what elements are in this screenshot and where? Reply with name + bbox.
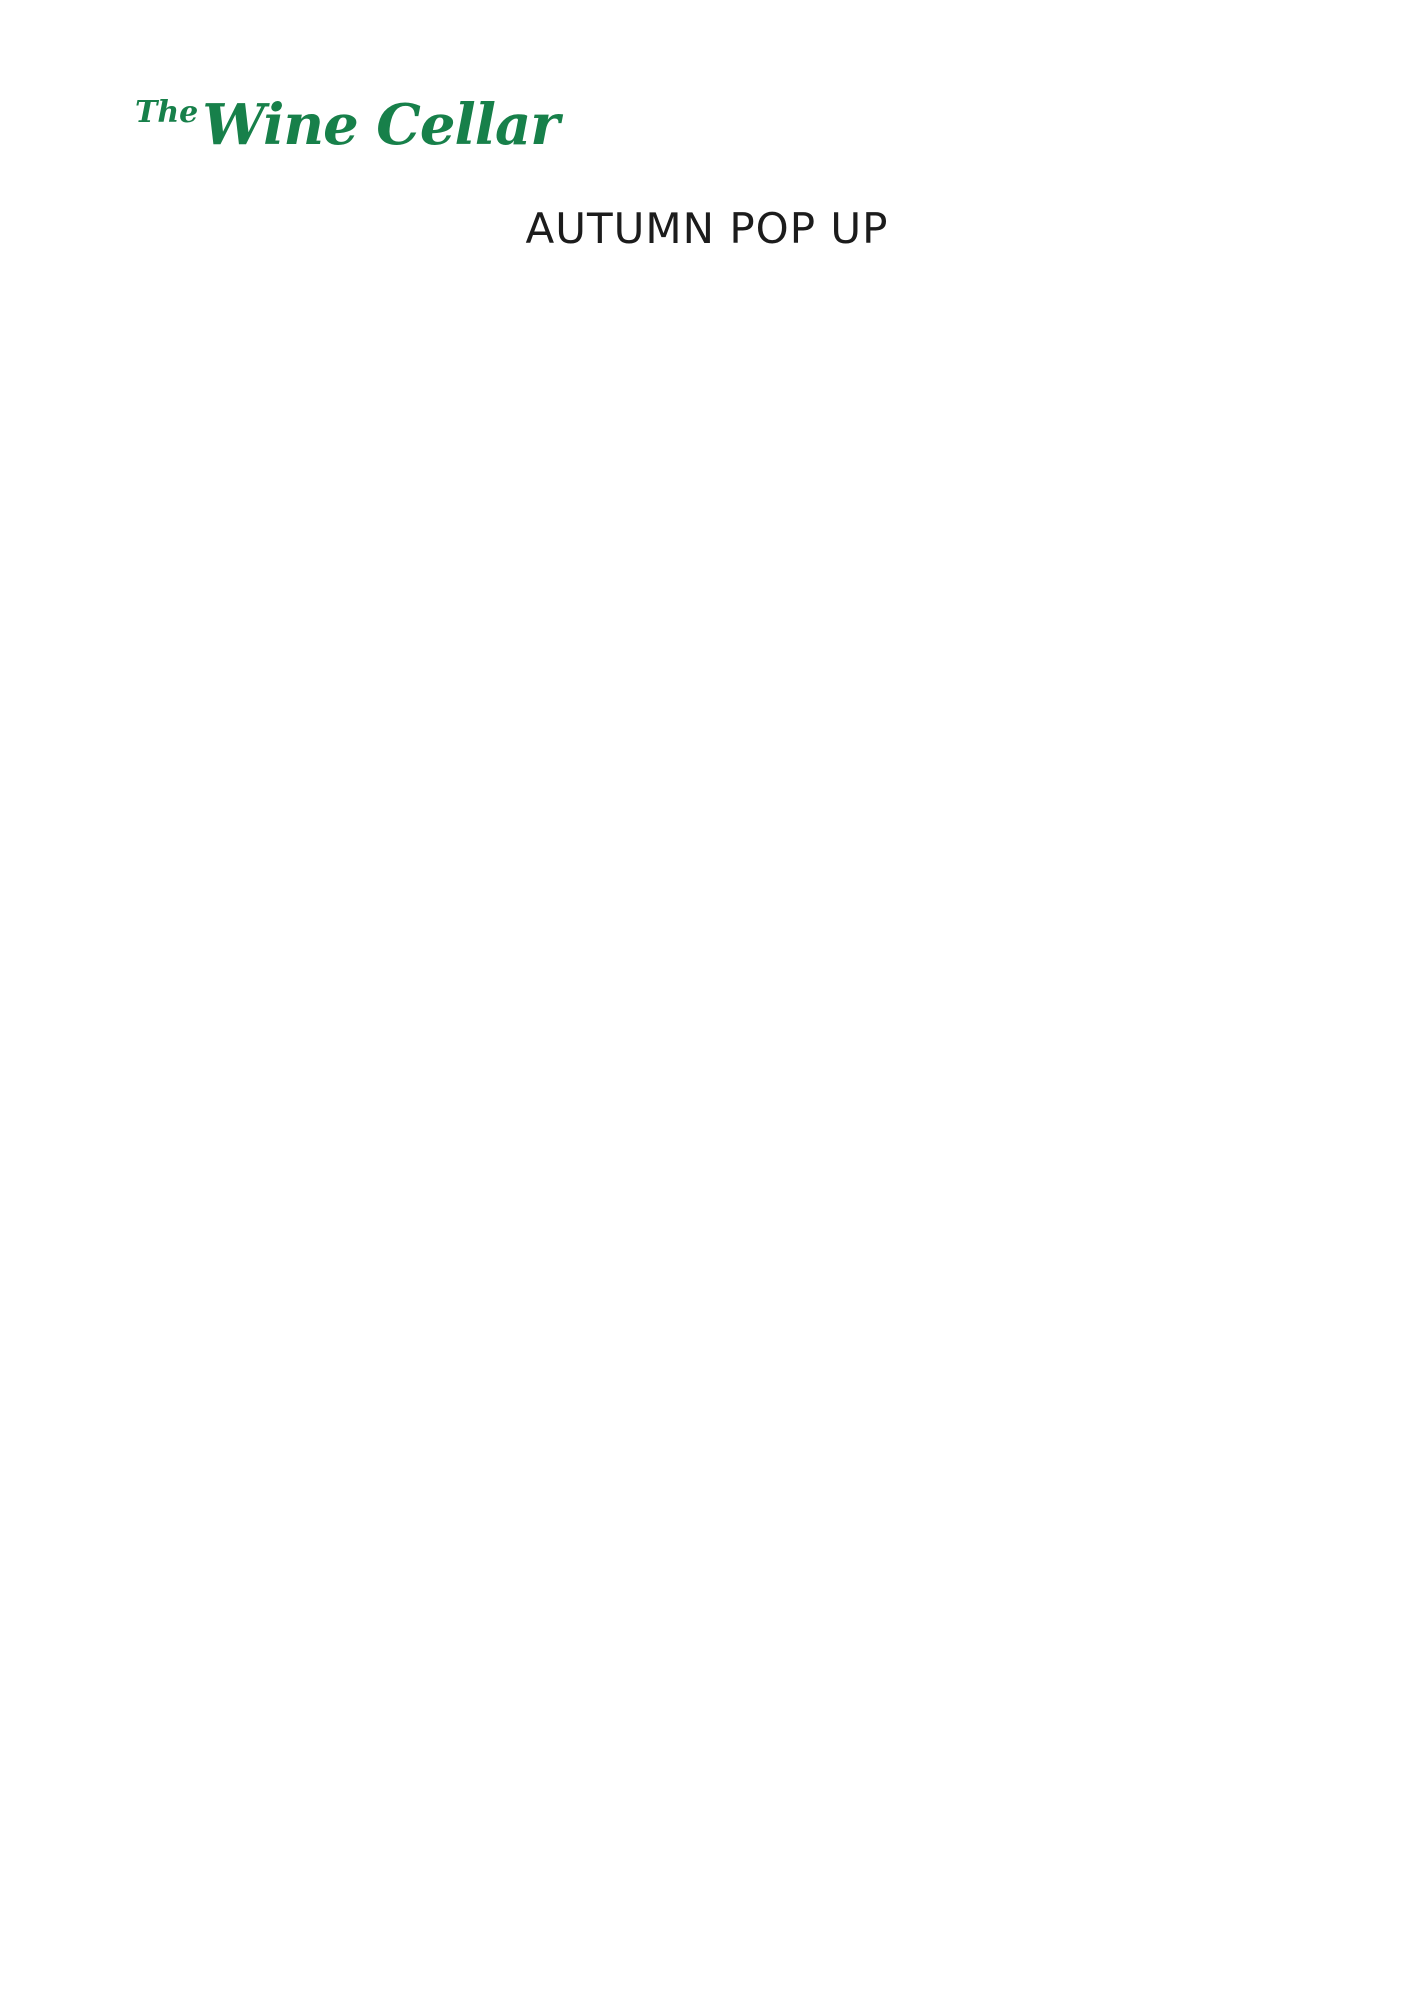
logo-name: Wine Cellar	[202, 92, 559, 158]
event-title: AUTUMN POP UP	[525, 204, 889, 253]
logo-the: The	[135, 95, 199, 130]
wine-cellar-logo	[135, 92, 559, 158]
